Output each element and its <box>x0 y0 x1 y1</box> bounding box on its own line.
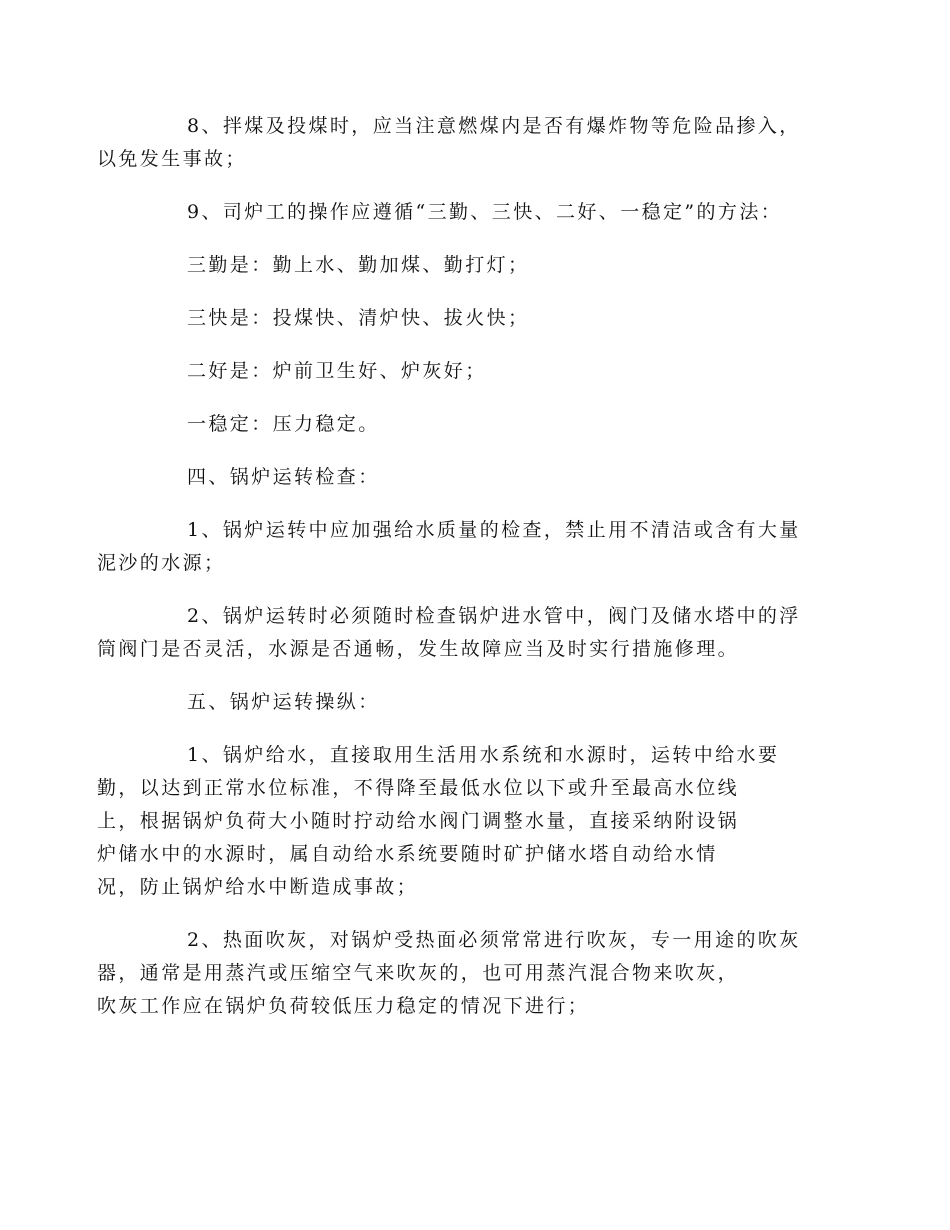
line: 五、锅炉运转操纵： <box>187 691 380 713</box>
line: 8、拌煤及投煤时，应当注意燃煤内是否有爆炸物等危险品掺入， <box>187 115 801 137</box>
line: 二好是：炉前卫生好、炉灰好； <box>187 360 487 382</box>
line: 泥沙的水源； <box>97 552 226 574</box>
paragraph-three-quick <box>142 302 808 335</box>
paragraph-water-supply <box>97 739 808 904</box>
line: 炉储水中的水源时，属自动给水系统要随时矿护储水塔自动给水情 <box>97 843 718 865</box>
line: 一稳定：压力稳定。 <box>187 413 380 435</box>
line: 况，防止锅炉给水中断造成事故； <box>97 876 419 898</box>
paragraph-one-stable <box>142 408 808 441</box>
paragraph-two-good <box>142 355 808 388</box>
line: 四、锅炉运转检查： <box>187 466 380 488</box>
line: 9、司炉工的操作应遵循“三勤、三快、二好、一稳定”的方法： <box>187 201 783 223</box>
paragraph-water-quality <box>97 514 808 580</box>
line: 1、锅炉运转中应加强给水质量的检查，禁止用不清洁或含有大量 <box>187 519 801 541</box>
paragraph-valve-check <box>97 600 808 666</box>
line: 上，根据锅炉负荷大小随时拧动给水阀门调整水量，直接采纳附设锅 <box>97 810 740 832</box>
paragraph-coal-mixing <box>97 110 808 176</box>
line: 器，通常是用蒸汽或压缩空气来吹灰的，也可用蒸汽混合物来吹灰， <box>97 962 740 984</box>
line: 勤，以达到正常水位标准，不得降至最低水位以下或升至最高水位线 <box>97 777 740 799</box>
paragraph-three-diligence <box>142 249 808 282</box>
line: 2、热面吹灰，对锅炉受热面必须常常进行吹灰，专一用途的吹灰 <box>187 929 801 951</box>
paragraph-soot-blowing <box>97 924 808 1023</box>
line: 吹灰工作应在锅炉负荷较低压力稳定的情况下进行； <box>97 995 590 1017</box>
line: 2、锅炉运转时必须随时检查锅炉进水管中，阀门及储水塔中的浮 <box>187 605 801 627</box>
document-body <box>97 110 808 1043</box>
line: 1、锅炉给水，直接取用生活用水系统和水源时，运转中给水要 <box>187 744 780 766</box>
section-heading-operation-control <box>142 686 808 719</box>
paragraph-operation-method <box>142 196 808 229</box>
line: 三勤是：勤上水、勤加煤、勤打灯； <box>187 254 530 276</box>
line: 三快是：投煤快、清炉快、拔火快； <box>187 307 530 329</box>
line: 筒阀门是否灵活，水源是否通畅，发生故障应当及时实行措施修理。 <box>97 638 740 660</box>
line: 以免发生事故； <box>97 148 247 170</box>
section-heading-operation-check <box>142 461 808 494</box>
